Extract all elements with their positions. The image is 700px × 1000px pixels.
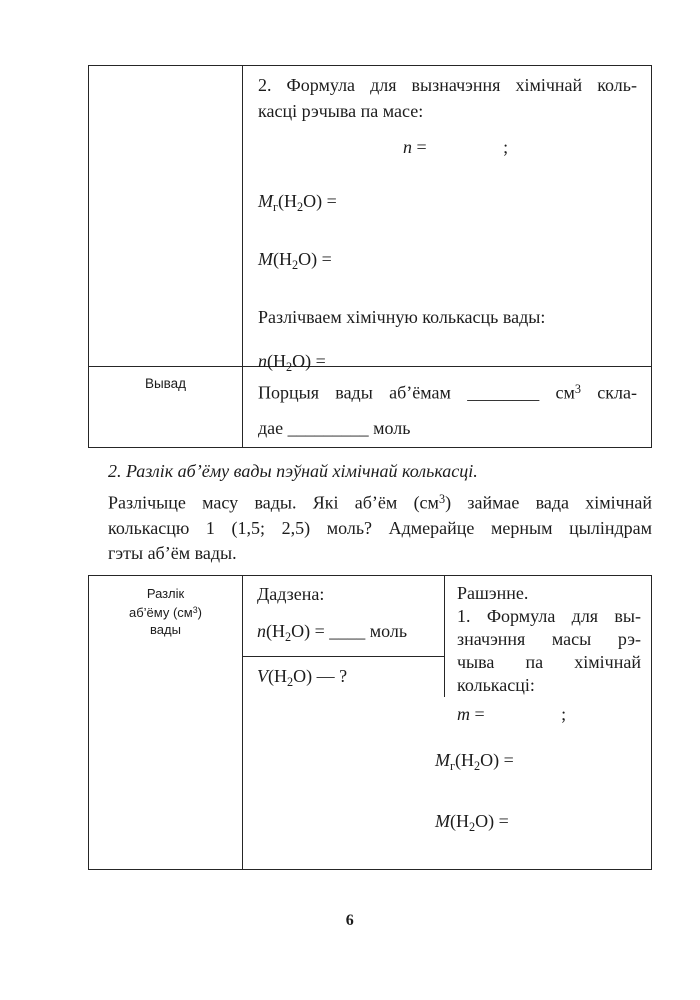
vyvad-label: Вывад	[89, 367, 243, 447]
rashenne-sol-line4: колькасці:	[457, 675, 535, 695]
mr-h2o-formula: $M_г(H_2O)$ =	[258, 191, 337, 214]
task-paragraph-line3: гэты аб’ём вады.	[108, 542, 237, 563]
dadzena-label: Дадзена:	[257, 584, 325, 604]
bottom-table	[88, 575, 652, 870]
rashenne-label: Рашэнне.	[457, 583, 529, 603]
dadzena-block	[243, 576, 444, 694]
formula-intro-line1: 2. Формула для вызначэння хімічнай коль-	[258, 75, 637, 95]
calc-instruction: Разлічваем хімічную колькасць вады:	[258, 306, 546, 327]
section-heading: 2. Разлік аб’ёму вады пэўнай хімічнай колькасці.	[108, 461, 478, 481]
bottom-table-content-cell	[243, 576, 651, 869]
m-h2o-formula: $M(H_2O)$ =	[258, 248, 332, 272]
rashenne-sol-line3: чыва па хімічнай	[457, 652, 641, 672]
task-paragraph-line2: колькасцю 1 (1,5; 2,5) моль? Адмерайце мерным цыліндрам	[108, 517, 652, 538]
page-number: 6	[345, 912, 355, 929]
dadzena-n-formula: $n(H_2O)$ = ____ моль	[257, 621, 408, 644]
top-table-main-row	[89, 66, 651, 374]
top-table-empty-cell	[89, 66, 243, 366]
vyvad-line1: Порцыя вады аб’ёмам ________ $см^3$ скла-	[258, 382, 637, 403]
task-paragraph	[108, 487, 652, 566]
task-paragraph-line1: Разлічыце масу вады. Які аб’ём $(см^3)$ займае вада хімічнай	[108, 492, 652, 513]
vyvad-content-cell	[243, 367, 651, 447]
label-line3: вады	[150, 621, 181, 637]
label-line2: аб’ёму $(см^3)$	[128, 604, 203, 620]
n-equals-formula: n = ;	[403, 137, 509, 157]
rashenne-sol-line1: 1. Формула для вы-	[457, 606, 641, 626]
top-table-vyvad-row	[89, 367, 651, 447]
rashenne-m-h2o-formula: $M(H_2O)$ =	[435, 810, 509, 834]
vyvad-line2: дае _________ моль	[258, 417, 411, 438]
top-table-content-cell	[243, 66, 651, 374]
rashenne-block	[435, 576, 651, 840]
rashenne-sol-line2: значэння масы рэ-	[457, 629, 641, 649]
label-line1: Разлік	[146, 586, 185, 601]
n-h2o-formula: $n(H_2O)$ =	[258, 350, 326, 374]
top-table	[88, 65, 652, 448]
formula-intro-line2: касці рэчыва па масе:	[258, 101, 424, 121]
dadzena-v-formula: $V(H_2O)$ — ?	[257, 665, 348, 689]
rashenne-m-formula: m = ;	[457, 704, 567, 724]
bottom-table-label-cell	[89, 576, 243, 869]
rashenne-mr-h2o-formula: $M_г(H_2O)$ =	[435, 750, 514, 773]
